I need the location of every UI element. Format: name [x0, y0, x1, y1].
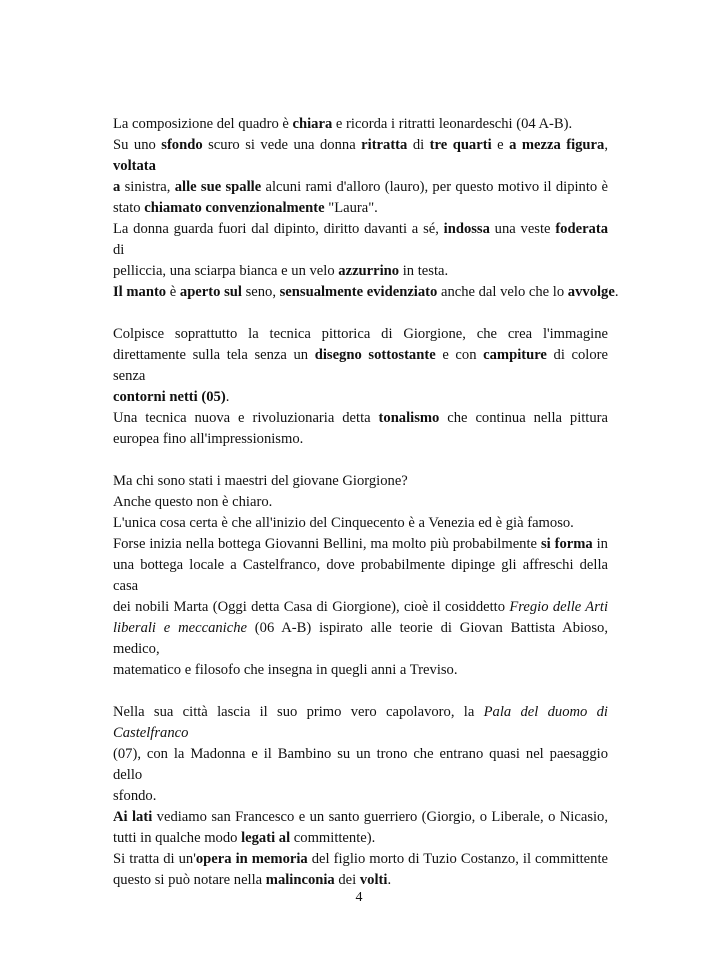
text-line [113, 408, 608, 429]
text-run: e con [435, 347, 484, 363]
text-run: , [604, 137, 608, 153]
text-line [113, 114, 608, 135]
text-run: L'unica cosa certa è che all'inizio del Cinquecento è a Venezia ed è già famoso. [113, 515, 574, 531]
text-run: alcuni rami d'alloro (lauro), per questo motivo il dipinto è [261, 179, 608, 195]
bold-text: azzurrino [338, 263, 400, 279]
text-run: Una tecnica nuova e rivoluzionaria detta [113, 410, 379, 426]
bold-text: indossa [443, 221, 490, 237]
text-run: di [407, 137, 430, 153]
text-run: Anche questo non è chiaro. [113, 494, 273, 510]
bold-text: Il manto [113, 284, 167, 300]
text-run: La composizione del quadro è [113, 116, 293, 132]
text-run: Si tratta di un' [113, 851, 196, 867]
text-line [113, 849, 608, 870]
bold-text: disegno sottostante [314, 347, 436, 363]
text-run: sinistra, [120, 179, 175, 195]
text-run: tutti in qualche modo [113, 830, 242, 846]
text-run: di colore senza [113, 347, 608, 384]
bold-text: chiamato convenzionalmente [144, 200, 325, 216]
text-line [113, 660, 608, 681]
page-number: 4 [355, 890, 363, 905]
bold-text: aperto sul [179, 284, 242, 300]
text-run: "Laura". [324, 200, 378, 216]
text-run: che continua nella pittura [439, 410, 608, 426]
bold-text: legati al [241, 830, 291, 846]
text-run: . [387, 872, 392, 888]
text-line [113, 135, 608, 177]
italic-text: Fregio delle Arti [509, 599, 609, 615]
text-run: matematico e filosofo che insegna in quegli anni a Treviso. [113, 662, 458, 678]
text-run: pelliccia, una sciarpa bianca e un velo [113, 263, 339, 279]
text-line [113, 807, 608, 828]
bold-text: tonalismo [378, 410, 440, 426]
text-run: una bottega locale a Castelfranco, dove probabilmente dipinge gli affreschi della casa [113, 557, 608, 594]
text-run: Su uno [113, 137, 162, 153]
text-run: questo si può notare nella [113, 872, 266, 888]
text-line [113, 597, 608, 618]
text-run: (07), con la Madonna e il Bambino su un trono che entrano quasi nel paesaggio dello [113, 746, 608, 783]
bold-text: avvolge [567, 284, 615, 300]
text-run: dei nobili Marta (Oggi detta Casa di Giorgione), cioè il cosiddetto [113, 599, 510, 615]
text-line [113, 345, 608, 387]
bold-text: chiara [292, 116, 333, 132]
text-line [113, 618, 608, 660]
text-run: . [614, 284, 619, 300]
text-run: anche dal velo che lo [437, 284, 568, 300]
text-line [113, 702, 608, 744]
bold-text: voltata [113, 158, 156, 174]
text-line [113, 219, 608, 261]
text-line [113, 555, 608, 597]
text-run: La donna guarda fuori dal dipinto, diritto davanti a sé, [113, 221, 444, 237]
paragraph [113, 471, 608, 681]
text-run: in testa. [399, 263, 449, 279]
bold-text: a [113, 179, 121, 195]
bold-text: sfondo [161, 137, 203, 153]
text-run: del figlio morto di Tuzio Costanzo, il committente [307, 851, 608, 867]
text-line [113, 261, 608, 282]
italic-text: Pala del duomo di Castelfranco [113, 704, 608, 741]
body-text [113, 114, 619, 912]
bold-text: volti [359, 872, 388, 888]
text-run: e ricorda i ritratti leonardeschi (04 A-B). [332, 116, 573, 132]
text-run: Colpisce soprattutto la tecnica pittorica di Giorgione, che crea l'immagine [113, 326, 608, 342]
bold-text: alle sue spalle [174, 179, 262, 195]
text-run: europea fino all'impressionismo. [113, 431, 304, 447]
text-line [113, 828, 608, 849]
italic-text: liberali e meccaniche [113, 620, 247, 636]
text-line [113, 198, 608, 219]
text-run: dei [334, 872, 360, 888]
text-run: in [592, 536, 608, 552]
text-run: committente). [290, 830, 376, 846]
text-run: . [225, 389, 230, 405]
bold-text: foderata [555, 221, 608, 237]
text-line [113, 744, 608, 786]
bold-text: malinconia [265, 872, 335, 888]
bold-text: tre quarti [429, 137, 492, 153]
bold-text: opera in memoria [195, 851, 308, 867]
bold-text: contorni netti (05) [113, 389, 226, 405]
text-run: vediamo san Francesco e un santo guerriero (Giorgio, o Liberale, o Nicasio, [152, 809, 608, 825]
text-run: di [113, 242, 125, 258]
text-line [113, 387, 608, 408]
text-line [113, 492, 608, 513]
paragraph [113, 114, 619, 303]
bold-text: ritratta [361, 137, 408, 153]
text-run: seno, [241, 284, 280, 300]
text-line [113, 471, 608, 492]
paragraph [113, 324, 608, 450]
text-run: direttamente sulla tela senza un [113, 347, 315, 363]
text-line [113, 282, 619, 303]
text-line [113, 177, 608, 198]
text-run: Forse inizia nella bottega Giovanni Bellini, ma molto più probabilmente [113, 536, 541, 552]
bold-text: a mezza figura [509, 137, 605, 153]
text-run: (06 A-B) ispirato alle teorie di Giovan Battista Abioso, medico, [113, 620, 608, 657]
text-run: una veste [489, 221, 556, 237]
text-run: Ma chi sono stati i maestri del giovane Giorgione? [113, 473, 408, 489]
bold-text: si forma [540, 536, 593, 552]
bold-text: sensualmente evidenziato [279, 284, 438, 300]
text-line [113, 870, 608, 891]
text-run: scuro si vede una donna [202, 137, 362, 153]
text-line [113, 513, 608, 534]
text-run: stato [113, 200, 145, 216]
text-line [113, 534, 608, 555]
text-run: Nella sua città lascia il suo primo vero capolavoro, la [113, 704, 484, 720]
bold-text: Ai lati [113, 809, 153, 825]
text-line [113, 324, 608, 345]
text-line [113, 429, 608, 450]
paragraph [113, 702, 608, 891]
text-run: e [491, 137, 510, 153]
text-line [113, 786, 608, 807]
text-run: è [166, 284, 180, 300]
bold-text: campiture [483, 347, 547, 363]
text-run: sfondo. [113, 788, 157, 804]
